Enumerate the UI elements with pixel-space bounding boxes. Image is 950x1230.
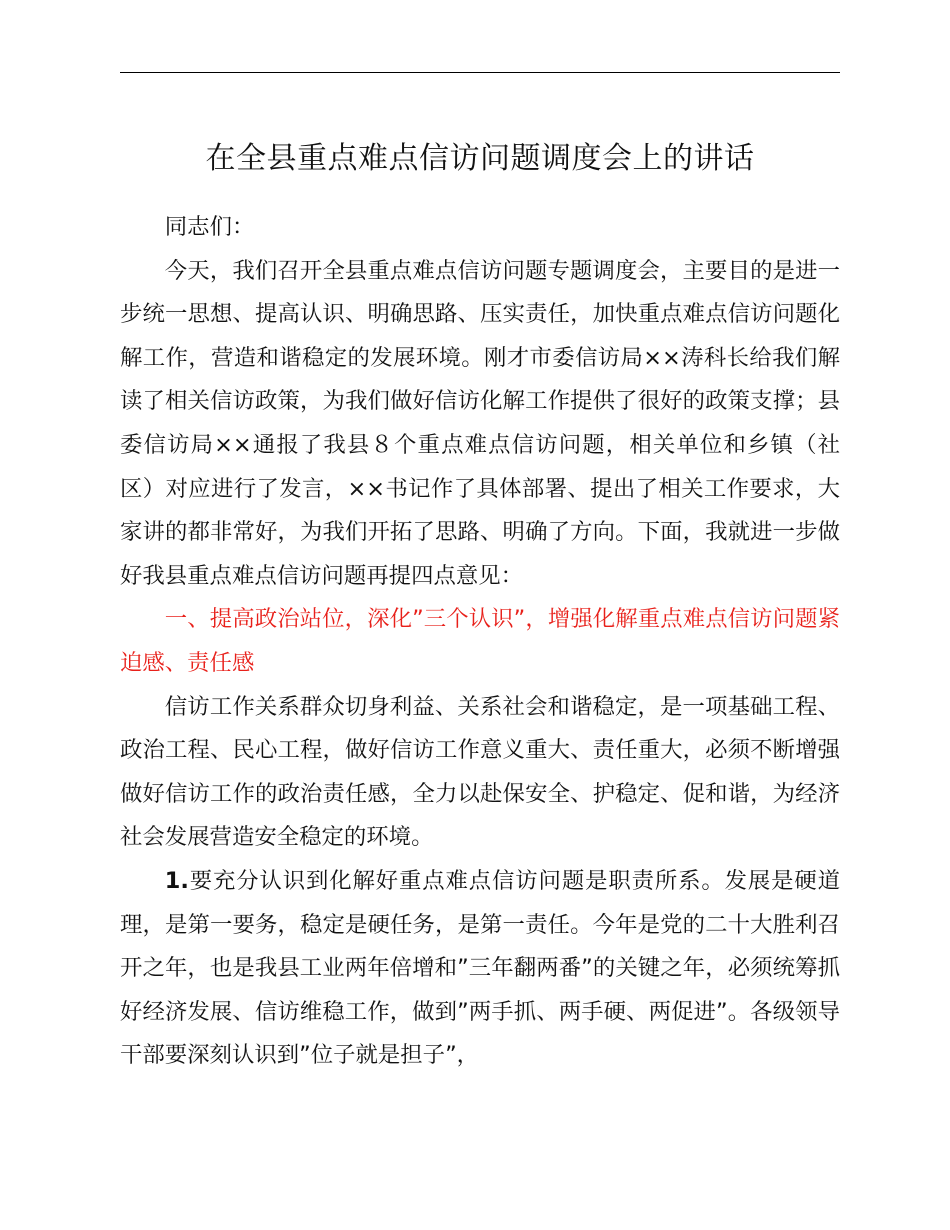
paragraph-point1 [120,860,840,1078]
section-heading-1: 一、提高政治站位，深化”三个认识”，增强化解重点难点信访问题紧迫感、责任感 [120,606,840,676]
point-number: 1. [164,867,189,894]
document-body [120,206,840,1078]
point-text: 要充分认识到化解好重点难点信访问题是职责所系。发展是硬道理，是第一要务，稳定是硬任务，是第一责任。今年是党的二十大胜利召开之年，也是我县工业两年倍增和”三年翻两番”的关键之年，必须统筹抓好经济发展、信访维稳工作，做到”两手抓、两手硬、两促进”。各级领导干部要深刻认识到”位子就是担子”， [120,867,840,1069]
paragraph-section1: 信访工作关系群众切身利益、关系社会和谐稳定，是一项基础工程、政治工程、民心工程，做好信访工作意义重大、责任重大，必须不断增强做好信访工作的政治责任感，全力以赴保安全、护稳定、促和谐，为经济社会发展营造安全稳定的环境。 [120,693,840,851]
paragraph-intro: 今天，我们召开全县重点难点信访问题专题调度会，主要目的是进一步统一思想、提高认识、明确思路、压实责任，加快重点难点信访问题化解工作，营造和谐稳定的发展环境。刚才市委信访局××涛科长给我们解读了相关信访政策，为我们做好信访化解工作提供了很好的政策支撑；县委信访局××通报了我县８个重点难点信访问题，相关单位和乡镇（社区）对应进行了发言，××书记作了具体部署、提出了相关工作要求，大家讲的都非常好，为我们开拓了思路、明确了方向。下面，我就进一步做好我县重点难点信访问题再提四点意见： [120,257,840,589]
salutation: 同志们： [164,214,255,240]
header-rule [120,72,840,73]
document-title: 在全县重点难点信访问题调度会上的讲话 [205,141,755,176]
